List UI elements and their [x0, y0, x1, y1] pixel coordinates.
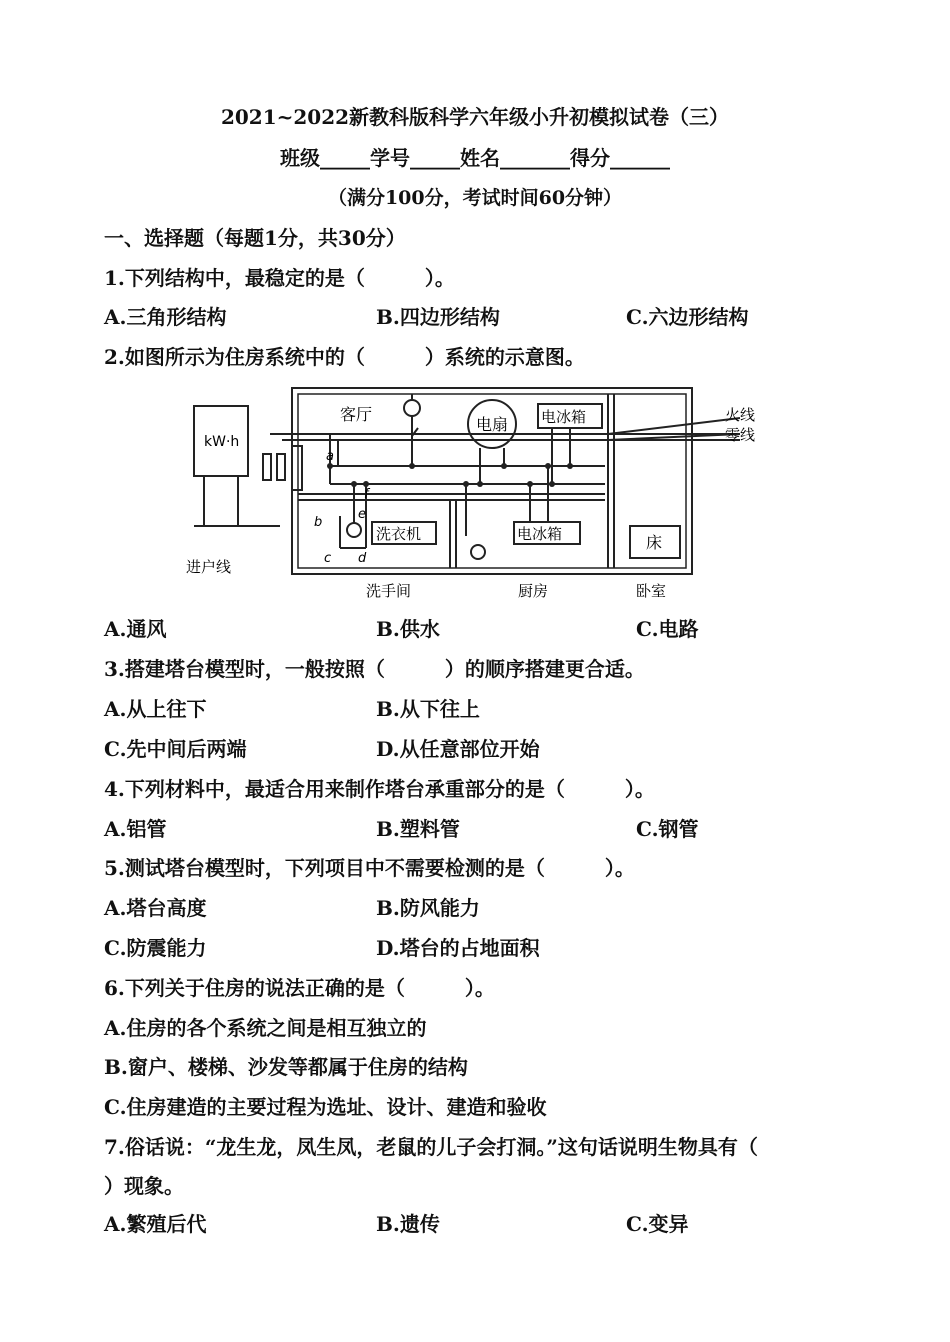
- question-3-stem: 3.搭建塔台模型时，一般按照（ ）的顺序搭建更合适。: [104, 657, 645, 681]
- node-label-f: f: [364, 487, 369, 502]
- question-5-option-c: C.防震能力: [104, 936, 207, 960]
- question-6-option-b: B.窗户、楼梯、沙发等都属于住房的结构: [104, 1055, 468, 1079]
- question-7-option-a: A.繁殖后代: [104, 1212, 207, 1236]
- question-7-stem: 7.俗话说：“龙生龙，凤生凤，老鼠的儿子会打洞。”这句话说明生物具有（: [104, 1135, 758, 1159]
- node-label-a: a: [326, 449, 334, 464]
- question-6-stem: 6.下列关于住房的说法正确的是（ ）。: [104, 976, 495, 1000]
- question-5-stem: 5.测试塔台模型时，下列项目中不需要检测的是（ ）。: [104, 856, 635, 880]
- neutral-wire-label: 零线: [725, 426, 756, 444]
- question-1-option-c: C.六边形结构: [626, 305, 749, 329]
- question-4-option-a: A.铝管: [104, 817, 167, 841]
- node-label-d: d: [358, 551, 367, 566]
- question-5-option-a: A.塔台高度: [104, 896, 207, 920]
- question-3-option-b: B.从下往上: [376, 697, 480, 721]
- meter-label: kW·h: [204, 434, 240, 450]
- question-6-option-a: A.住房的各个系统之间是相互独立的: [104, 1016, 427, 1040]
- question-1-option-a: A.三角形结构: [104, 305, 227, 329]
- fridge1-label: 电冰箱: [541, 408, 587, 426]
- question-3-option-c: C.先中间后两端: [104, 737, 247, 761]
- exam-title: 2021~2022新教科版科学六年级小升初模拟试卷（三）: [220, 105, 730, 129]
- question-2-option-b: B.供水: [376, 617, 440, 641]
- bedroom-label: 卧室: [636, 582, 667, 600]
- question-7-stem-continued: ）现象。: [104, 1174, 184, 1198]
- bed-label: 床: [646, 533, 663, 552]
- fridge2-label: 电冰箱: [517, 525, 563, 543]
- living-room-label: 客厅: [340, 405, 373, 424]
- question-5-option-d: D.塔台的占地面积: [376, 936, 540, 960]
- student-info-line: 班级_____学号_____姓名_______得分______: [280, 146, 670, 170]
- question-4-option-c: C.钢管: [636, 817, 699, 841]
- question-1-option-b: B.四边形结构: [376, 305, 500, 329]
- washer-label: 洗衣机: [376, 525, 422, 543]
- bathroom-label: 洗手间: [366, 582, 412, 600]
- question-2-stem: 2.如图所示为住房系统中的（ ）系统的示意图。: [104, 345, 585, 369]
- question-6-option-c: C.住房建造的主要过程为选址、设计、建造和验收: [104, 1095, 547, 1119]
- question-1-stem: 1.下列结构中，最稳定的是（ ）。: [104, 266, 455, 290]
- kitchen-label: 厨房: [518, 582, 549, 600]
- question-3-option-a: A.从上往下: [104, 697, 207, 721]
- question-5-option-b: B.防风能力: [376, 896, 480, 920]
- fan-label: 电扇: [476, 415, 509, 434]
- question-4-option-b: B.塑料管: [376, 817, 460, 841]
- question-2-option-a: A.通风: [104, 617, 167, 641]
- node-label-b: b: [314, 515, 323, 530]
- question-3-option-d: D.从任意部位开始: [376, 737, 540, 761]
- exam-subtitle: （满分100分，考试时间60分钟）: [327, 187, 623, 209]
- node-label-c: c: [324, 551, 332, 566]
- live-wire-label: 火线: [725, 406, 756, 424]
- question-7-option-b: B.遗传: [376, 1212, 440, 1236]
- question-2-option-c: C.电路: [636, 617, 699, 641]
- section-heading: 一、选择题（每题1分，共30分）: [104, 226, 406, 250]
- question-7-option-c: C.变异: [626, 1212, 689, 1236]
- circuit-diagram: [180, 376, 770, 608]
- question-4-stem: 4.下列材料中，最适合用来制作塔台承重部分的是（ ）。: [104, 777, 655, 801]
- incoming-label: 进户线: [186, 558, 232, 576]
- node-label-e: e: [358, 507, 366, 522]
